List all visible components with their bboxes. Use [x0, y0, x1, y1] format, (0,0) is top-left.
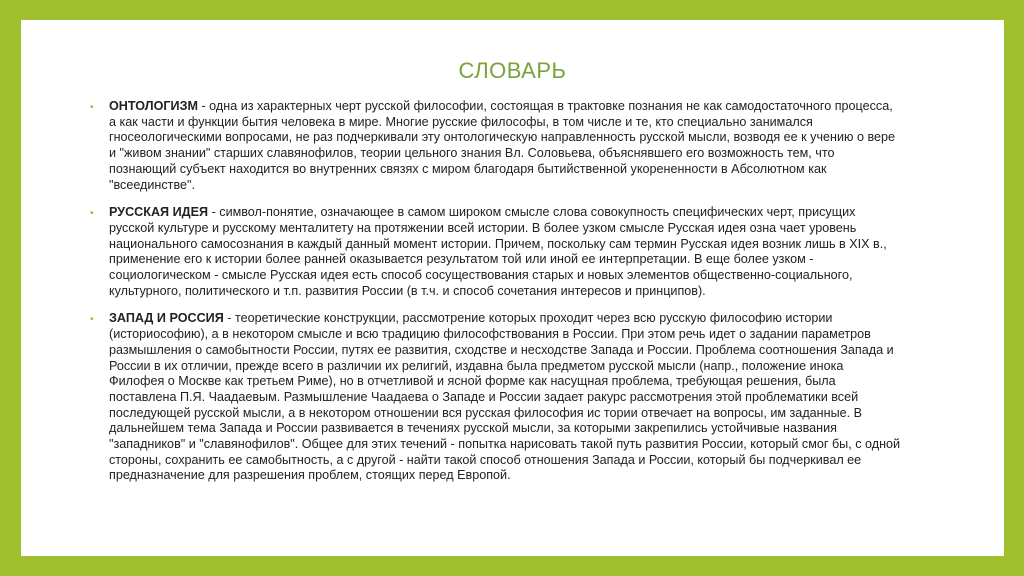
definition-term: ЗАПАД И РОССИЯ [109, 311, 224, 326]
definition-item-ontologism [89, 99, 901, 193]
bullet-icon: • [90, 208, 94, 220]
bullet-icon: • [90, 102, 94, 113]
definition-text: - символ-понятие, означающее в самом широком смысле слова совокупность специфических черт, присущих русской культуре и русскому менталитету на протяжении всей истории. В более узком смысле Русская идея озна чает уровень национального самосознания в каждый данный момент истории. Причем, поскольку сам термин Русская идея возник лишь в XIX в., применение его к истории более ранней оказывается результатом той или иной ее интерпретации. В еще более узком - социологическом - смысле Русская идея есть способ сосуществования старых и новых элементов общественно-социального, культурного, политического и т.п. развития России (в т.ч. и способ сочетания интересов и принципов). [109, 205, 887, 298]
definition-text: - теоретические конструкции, рассмотрение которых проходит через всю русскую философию истории (историософию), а в некотором смысле и всю традицию философствования в России. При этом речь идет о задании параметров размышления о самобытности России, путях ее развития, сходстве и несходстве Запада и России. Проблема соотношения Запада и России в их отличии, прежде всего в различии их религий, издавна была предметом русской мысли (напр., положение инока Филофея о Москве как третьем Риме), но в отчетливой и ясной форме как насущная проблема, требующая решения, была поставлена П.Я. Чаадаевым. Размышление Чаадаева о Западе и России задает ракурс рассмотрения этой проблематики всей последующей русской мысли, а в некотором отношении вся русская философия ис тории отвечает на вопросы, им заданные. В дальнейшем тема Запада и России развивается в течениях русской мысли, за которыми закрепились устойчивые названия "западников" и "славянофилов". Общее для этих течений - попытка нарисовать такой путь развития России, который смог бы, с одной стороны, сохранить ее самобытность, а с другой - найти такой способ отношения Запада и России, который бы подчеркивал ее предназначение для разрешения проблем, стоящих перед Европой. [109, 311, 901, 483]
slide [21, 20, 1004, 556]
bullet-icon: • [90, 314, 94, 326]
definition-term: РУССКАЯ ИДЕЯ [109, 205, 209, 220]
definition-item-russian-idea [89, 205, 901, 299]
definition-list [89, 99, 901, 496]
definition-term: ОНТОЛОГИЗМ [109, 99, 198, 113]
slide-title: СЛОВАРЬ [458, 58, 567, 83]
definition-item-west-and-russia [89, 311, 901, 484]
definition-text: - одна из характерных черт русской философии, состоящая в трактовке познания не как самодостаточного процесса, а как части и функции бытия человека в мире. Многие русские философы, в том числе и те, кто специально занимался гносеологическими вопросами, не раз подчеркивали эту онтологическую направленность русской мысли, возводя ее к учению о вере и "живом знании" старших славянофилов, теории цельного знания Вл. Соловьева, объяснявшего его возможность тем, что познающий субъект находится во внутренних связях с миром благодаря бытийственной укорененности в Абсолютном как "всеединстве". [109, 99, 896, 192]
